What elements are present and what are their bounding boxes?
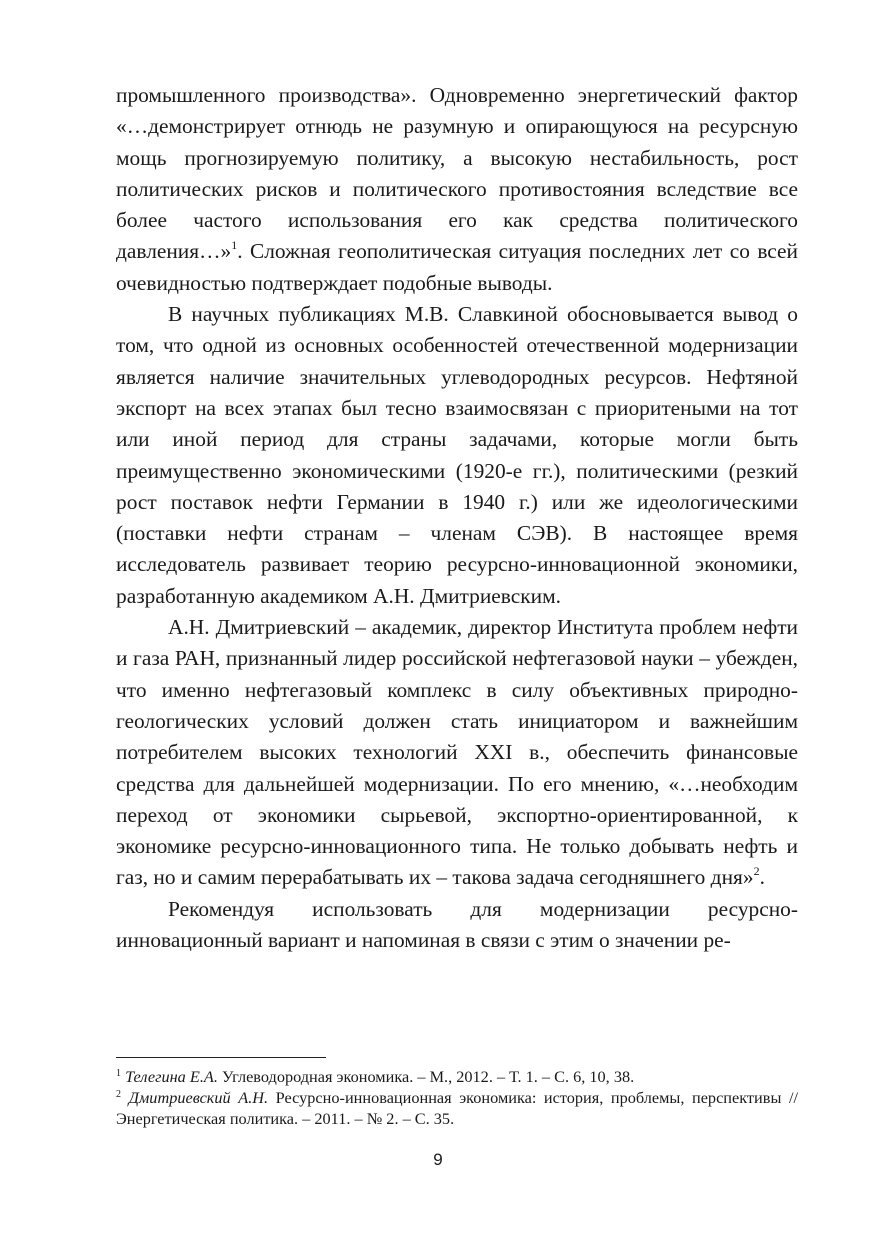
paragraph-3 xyxy=(116,612,798,894)
footnote-ref-1: 1 xyxy=(231,238,238,253)
paragraph-1-text-end: . Сложная геополитическая ситуация последних лет со всей очевидностью подтверждает подобные выводы. xyxy=(116,239,798,295)
page-number: 9 xyxy=(433,1150,443,1169)
footnote-1-text: Углеводородная экономика. – М., 2012. – Т. 1. – С. 6, 10, 38. xyxy=(217,1067,635,1086)
paragraph-4: Рекомендуя использовать для модернизации ресурсно-инновационный вариант и напоминая в связи с этим о значении ре- xyxy=(116,896,798,953)
footnote-mark-2: 2 xyxy=(116,1089,121,1101)
paragraph-1-text: промышленного производства». Одновременно энергетический фактор «…демонстрирует отнюдь не разумную и опирающуюся на ресурсную мощь прогнозируемую политику, а высокую нестабильность, рост политических рисков и политического противостояния вследствие все более частого использования его как средства политического давления…» xyxy=(116,83,798,264)
body-text xyxy=(116,80,798,956)
footnote-separator xyxy=(116,1057,326,1058)
footnote-1-author: Телегина Е.А. xyxy=(125,1067,218,1086)
footnote-2 xyxy=(116,1087,798,1129)
footnote-mark-1: 1 xyxy=(116,1068,121,1079)
paragraph-3-text: А.Н. Дмитриевский – академик, директор Института проблем нефти и газа РАН, признанный лидер российской нефтегазовой науки – убежден, что именно нефтегазовый комплекс в силу объективных природно-геологических условий должен стать инициатором и важнейшим потребителем высоких технологий XXI в., обеспечить финансовые средства для дальнейшей модернизации. По его мнению, «…необходим переход от экономики сырьевой, экспортно-ориентированной, к экономике ресурсно-инновационного типа. Не только добывать нефть и газ, но и самим перерабатывать их – такова задача сегодняшнего дня» xyxy=(116,615,798,890)
paragraph-1 xyxy=(116,80,798,299)
paragraph-3-text-end: . xyxy=(759,865,765,890)
footnotes xyxy=(116,1066,798,1130)
paragraph-2: В научных публикациях М.В. Славкиной обосновывается вывод о том, что одной из основных особенностей отечественной модернизации является наличие значительных углеводородных ресурсов. Нефтяной экспорт на всех этапах был тесно взаимосвязан с приоритеными на тот или иной период для страны задачами, которые могли быть преимущественно экономическими (1920-е гг.), политическими (резкий рост поставок нефти Германии в 1940 г.) или же идеологическими (поставки нефти странам – членам СЭВ). В настоящее время исследователь развивает теорию ресурсно-инновационной экономики, разработанную академиком А.Н. Дмитриевским. xyxy=(116,302,798,608)
footnote-2-text: Ресурсно-инновационная экономика: история, проблемы, перспективы // Энергетическая политика. – 2011. – № 2. – С. 35. xyxy=(116,1088,798,1129)
footnote-2-author: Дмитриевский А.Н. xyxy=(128,1088,269,1108)
footnote-1 xyxy=(116,1066,798,1087)
footnote-ref-2: 2 xyxy=(753,864,760,879)
